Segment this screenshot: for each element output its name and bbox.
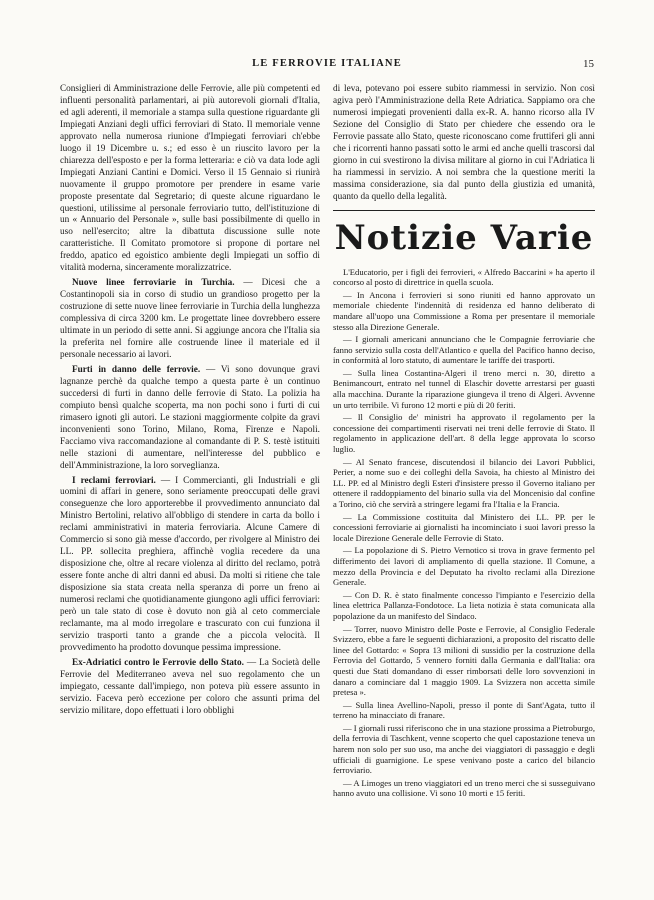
news-item: — Sulla linea Avellino-Napoli, presso il ponte di Sant'Agata, tutto il terreno ha minacciato di franare. [333,699,595,721]
section-title: Notizie Varie [334,217,594,258]
news-item: — Torrer, nuovo Ministro delle Poste e Ferrovie, al Consiglio Federale Svizzero, ebbe a fare le seguenti dichiarazioni, a proposito del riscatto delle linee del Gottardo: « Sopra 13 milioni di sussidio per la costruzione della Ferrovia del Gottardo, 5 vennero forniti dalla Germania e dall'Italia: ora questi due Stati domandano di esser rimborsati delle loro sovvenzioni in danaro a cominciare dal 1 maggio 1909. La Svizzera non accetta simile pretesa ». [333,623,595,698]
paragraph-memoriale: Consiglieri di Amministrazione delle Ferrovie, alle più competenti ed influenti personalità parlamentari, ai più autorevoli giornali d'Italia, ed agli aderenti, il memoriale a stampa sulla questione riguardante gli Impiegati Anziani degli uffici ferroviari di Stato. Il memoriale venne approvato nella numerosa riunione d'Impiegati ferroviari ch'ebbe luogo il 19 Dicembre u. s.; ed esso è un riuscito lavoro per la chiarezza dell'esposto e per la forma letteraria: e ciò va data lode agli Impiegati Anziani Cantini e Domici. Verso il 15 Gennaio si riunirà nuovamente il gruppo promotore per prendere in esame varie proposte presentate dal Segretario; di queste alcune riguardano le questioni, utilissime al personale ferroviario tutto, dell'istituzione di un « Annuario del Personale », sulle basi possibilmente di quello in uso nell'esercito; altre la dibattuta discussione sulle note caratteristiche. Il Comitato promotore si propone di portare nel freddo, apatico ed egoistico ambiente degli Impiegati un soffio di vitalità moderna, sinceramente moralizzatrice. [60,84,320,274]
page-number: 15 [583,58,594,70]
news-item: — Il Consiglio de' ministri ha approvato il regolamento per la concessione dei compartimenti riservati nei treni delle ferrovie di Stato. Il regolamento in applicazione dell'art. 8 della legge approvata lo scorso luglio. [333,412,595,455]
news-item: — I giornali americani annunciano che le Compagnie ferroviarie che fanno servizio sulla costa dell'Atlantico e quella del Pacifico hanno deciso, in conformità al loro statuto, di aumentare le tariffe dei trasporti. [333,334,595,366]
left-column [60,84,320,718]
paragraph-continuation: di leva, potevano poi essere subito riammessi in servizio. Non così agiva però l'Amministrazione della Rete Adriatica. Sappiamo ora che numerosi impiegati provenienti dalla ex-R. A. hanno ricorso alla IV Sezione del Consiglio di Stato per chiedere che essendo ora le Ferrovie passate allo Stato, queste riconoscano come fruttiferi gli anni che i ricorrenti hanno passati sotto le armi ed anche quelli trascorsi dal giorno in cui svestirono la divisa militare al giorno in cui l'Adriatica li ha riammessi in servizio. A noi sembra che la questione meriti la massima considerazione, sia dal punto della giustizia ed umanità, quanto da quello della legalità. [333,84,595,202]
news-item: — In Ancona i ferrovieri si sono riuniti ed hanno approvato un memoriale chiedente l'indennità di residenza ed hanno deliberato di mandare all'uopo una Commissione a Roma per presentare il memoriale stesso alla Direzione Generale. [333,289,595,332]
news-item: — Al Senato francese, discutendosi il bilancio dei Lavori Pubblici, Perier, a nome suo e dei colleghi della Savoia, ha chiesto al Ministro dei LL. PP. ed al Ministro degli Esteri d'insistere presso il Governo italiano per ottenere il raddoppiamento del binario sulla via del Moncenisio dal confine a Torino, ciò che servirà a stringere legami fra l'Italia e la Francia. [333,456,595,509]
article-heading: Nuove linee ferroviarie in Turchia. [72,278,235,289]
article-reclami [60,476,320,655]
news-item: — Con D. R. è stato finalmente concesso l'impianto e l'esercizio della linea elettrica Pallanza-Fondotoce. La lieta notizia è stata comunicata alla popolazione da un manifesto del Sindaco. [333,589,595,621]
news-item: — La Commissione costituita dal Ministero dei LL. PP. per le concessioni ferroviarie ai giornalisti ha incominciato i suoi lavori presso la locale Direzione Generale delle Ferrovie di Stato. [333,511,595,543]
section-divider [333,210,595,211]
article-body: — I Commercianti, gli Industriali e gli uomini di affari in genere, sono seriamente preoccupati delle gravi conseguenze che loro apporterebbe il provvedimento annunciato dal Ministro Bertolini, relativo all'obbligo di stendere in carta da bollo i reclami amministrativi in materia ferroviaria. Alcune Camere di Commercio si sono già messe d'accordo, per rivolgere al Ministro dei LL. PP. sollecita preghiera, affinchè voglia recedere da una disposizione che, oltre al recare violenza al diritto del reclamo, potrà essere fonte anche di altri danni ed abusi. Da molti si ritiene che tale disposizione sia stata creata nella speranza di porre un freno ai numerosi reclami che quotidianamente giungono agli uffici ferroviari: però un tale stato di cose è dovuto non già al ceto commerciale reclamante, ma al modo irregolare e trascurato con cui funziona il servizio trasporti tanto a grande che a piccola velocità. Il provvedimento ha prodotto dovunque pessima impressione. [60,475,320,653]
news-item: — Sulla linea Costantina-Algeri il treno merci n. 30, diretto a Benimancourt, entrato nel tunnel di Elaschir dovette arrestarsi per guasti alla macchina. Durante la riparazione giungeva il treno di Algeri. Avvenne un urto terribile. Vi furono 12 morti e più di 20 feriti. [333,367,595,410]
journal-title: LE FERROVIE ITALIANE [252,58,402,69]
article-turchia [60,278,320,362]
article-body: — La Società delle Ferrovie del Mediterraneo aveva nel suo regolamento che un impiegato, cessante dall'impiego, non poteva più essere assunto in servizio. Faceva però eccezione per coloro che assunti prima del servizio militare, dopo effettuati i loro obblighi [60,657,320,716]
news-item: — A Limoges un treno viaggiatori ed un treno merci che si susseguivano hanno avuto una collisione. Vi sono 10 morti e 15 feriti. [333,777,595,799]
article-heading: Furti in danno delle ferrovie. [72,364,201,375]
article-body: — Vi sono dovunque gravi lagnanze perchè da qualche tempo a questa parte è un continuo succedersi di furti in danno delle ferrovie di Stato. La polizia ha compiuto bensì qualche scoperta, ma non pochi sono i furti di cui rimasero ignoti gli autori. Le stazioni maggiormente colpite da gravi inconvenienti sono Torino, Milano, Roma, Firenze e Napoli. Facciamo viva raccomandazione al comandante di P. S. testè istituiti nelle stazioni di aumentare, nell'interesse del pubblico e dell'Amministrazione, la loro sorveglianza. [60,364,320,471]
article-heading: Ex-Adriatici contro le Ferrovie dello Stato. [72,657,244,668]
news-item: — I giornali russi riferiscono che in una stazione prossima a Pietroburgo, della ferrovia di Taschkent, venne scoperto che quel capostazione teneva un harem non solo per suo uso, ma anche dei viaggiatori di passaggio e degli ufficiali di guarnigione. Le spese venivano poste a carico del bilancio ferroviario. [333,722,595,776]
article-ex-adriatici [60,658,320,718]
right-column [333,84,595,799]
news-item: — La popolazione di S. Pietro Vernotico si trova in grave fermento pel differimento dei lavori di ampliamento di quella stazione. Il Comune, a mezzo della Provincia e del Deputato ha rivolto reclami alla Direzione Generale. [333,545,595,588]
article-heading: I reclami ferroviari. [72,475,156,486]
running-head [60,58,594,72]
notizie-list [333,267,595,800]
news-item: L'Educatorio, per i figli dei ferrovieri, « Alfredo Baccarini » ha aperto il concorso al posto di direttrice in quella scuola. [333,266,595,288]
article-body: — Dicesi che a Costantinopoli sia in corso di studio un grandioso progetto per la costruzione di sette nuove linee ferroviarie in Turchia della lunghezza complessiva di circa 3200 km. Le progettate linee dovrebbero essere ultimate in un periodo di sette anni. Si aggiunge ancora che l'Italia sia la preferita nel fornire alle costruende linee il materiale ed il personale necessario ai lavori. [60,278,321,360]
article-furti [60,365,320,473]
